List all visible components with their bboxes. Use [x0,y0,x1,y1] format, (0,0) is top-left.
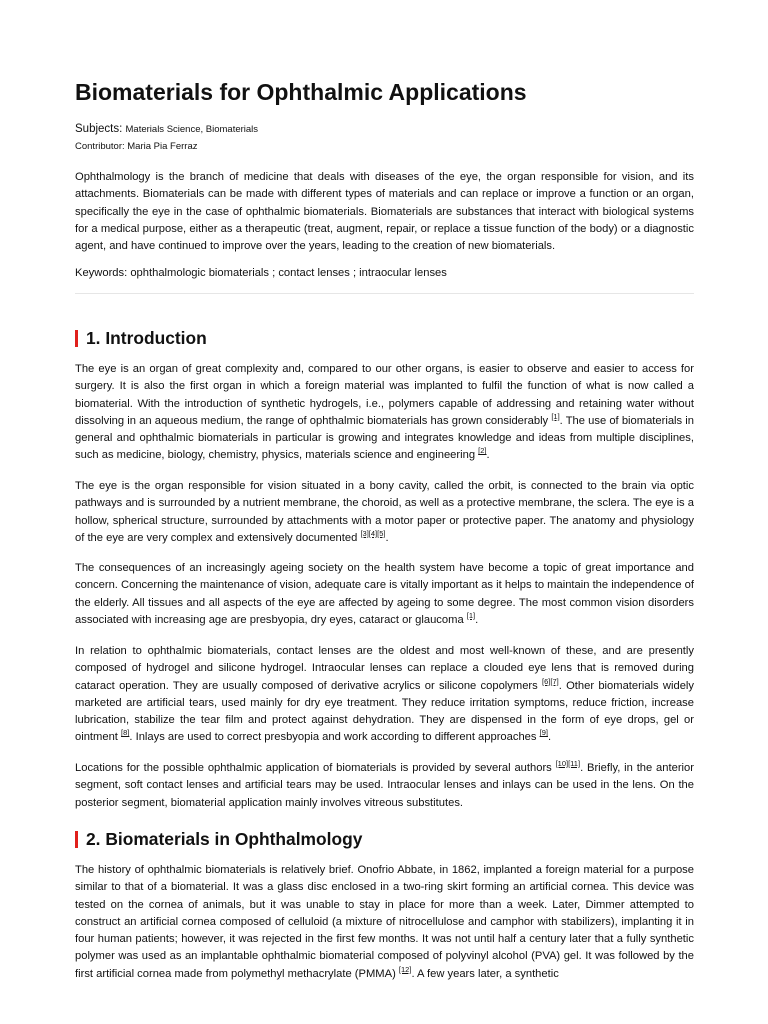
section-heading-introduction [75,328,207,348]
citation-link[interactable]: [6][7] [542,676,559,686]
citation-link[interactable]: [10][11] [555,759,581,768]
intro-paragraph-3: The consequences of an increasingly ageing society on the health system have become a topic of great importance and concern. Concerning the maintenance of vision, adequate care is vitally important as it helps to maintain the independence of the elderly. All tissues and all aspects of the eye are affected by ageing to some degree. The most common vision disorders associated with increasing age are presbyopia, dry eyes, cataract or glaucoma [1]. [75,562,694,626]
page-title: Biomaterials for Ophthalmic Applications [75,79,527,105]
section-title: 2. Biomaterials in Ophthalmology [86,828,363,849]
intro-paragraph-4: In relation to ophthalmic biomaterials, contact lenses are the oldest and most well-known of these, and are presently composed of hydrogel and silicone hydrogel. Intraocular lenses can replace a clouded eye lens that is removed during cataract operation. They are usually composed of derivative acrylics or silicone copolymers [6][7]. Other biomaterials widely marketed are artificial tears, used mainly for dry eye treatment. They reduce irritation symptoms, reduce friction, increase lubrication, stabilize the tear film and protect against dehydration. They are dispensed in the form of eye drops, gel or ointment [8]. Inlays are used to correct presbyopia and work according to different approaches [9]. [75,645,694,744]
citation-link[interactable]: [8] [121,728,130,738]
citation-link[interactable]: [9] [539,728,548,738]
citation-link[interactable]: [12] [398,964,412,974]
section-marker [75,831,78,848]
citation-link[interactable]: [1] [551,411,560,421]
abstract-paragraph: Ophthalmology is the branch of medicine that deals with diseases of the eye, the organ responsible for vision, and its attachments. Biomaterials can be made with different types of materials and can replace or improve a function or an organ, specifically the eye in the case of ophthalmic biomaterials. Biomaterials are substances that interact with biological systems for a medical purpose, either as a therapeutic (treat, augment, repair, or replace a tissue function of the body) or a diagnostic agent, and have continued to improve over the years, leading to the creation of new biomaterials. [75,171,694,253]
subjects-line [75,123,258,135]
intro-paragraph-2: The eye is the organ responsible for vision situated in a bony cavity, called the orbit, is connected to the brain via optic pathways and is surrounded by a nutrient membrane, the choroid, as well as a protective membrane, the sclera. The eye is a hollow, spherical structure, surrounded by attachments with a motor paper or protective paper. The anatomy and physiology of the eye are very complex and extensively documented [3][4][5]. [75,480,694,544]
history-paragraph-1: The history of ophthalmic biomaterials is relatively brief. Onofrio Abbate, in 1862, implanted a foreign material for a purpose similar to that of a biomaterial. It was a glass disc enclosed in a two-ring skirt forming an artificial cornea. This device was tested on the cornea of animals, but it was unable to stay in place for more than a week. Later, Dimmer attempted to construct an artificial cornea composed of celluloid (a mixture of nitrocellulose and camphor with stabilizers), implanting it in four human patients; however, it was rejected in the first few months. It was not until half a century later that a fully synthetic polymer was used as an implantable ophthalmic biomaterial composed of polyvinyl alcohol (PVA) gel. It was followed by the first artificial cornea made from polymethyl methacrylate (PMMA) [12]. A few years later, a synthetic [75,864,694,980]
citation-link[interactable]: [3][4][5] [360,528,386,538]
subjects-label: Subjects: [75,123,123,135]
section-heading-biomaterials-in-ophthalmology [75,829,362,849]
divider [75,293,694,294]
intro-paragraph-5: Locations for the possible ophthalmic application of biomaterials is provided by several authors [10][11]. Briefly, in the anterior segment, soft contact lenses and artificial tears may be used. Intraocular lenses and inlays can be used in the lens. On the posterior segment, biomaterial application mainly involves vitreous substitutes. [75,759,694,809]
intro-paragraph-1: The eye is an organ of great complexity and, compared to our other organs, is easier to observe and easier to access for surgery. It is also the first organ in which a foreign material was implanted to fulfil the function of what is now called a biomaterial. With the introduction of synthetic hydrogels, i.e., polymers capable of addressing and retaining water without dissolving in an aqueous medium, the range of ophthalmic biomaterials has grown considerably [1]. The use of biomaterials in general and ophthalmic biomaterials in particular is growing and integrates knowledge and ideas from multiple disciplines, such as medicine, biology, chemistry, physics, materials science and engineering [2]. [75,363,694,462]
section-marker [75,330,78,347]
keywords-line: Keywords: ophthalmologic biomaterials ; contact lenses ; intraocular lenses [75,267,447,279]
subjects-value: Materials Science, Biomaterials [125,124,259,135]
citation-link[interactable]: [2] [478,446,487,456]
section-title: 1. Introduction [86,327,207,348]
citation-link[interactable]: [1] [466,610,476,620]
contributor-line: Contributor: Maria Pia Ferraz [75,141,198,152]
